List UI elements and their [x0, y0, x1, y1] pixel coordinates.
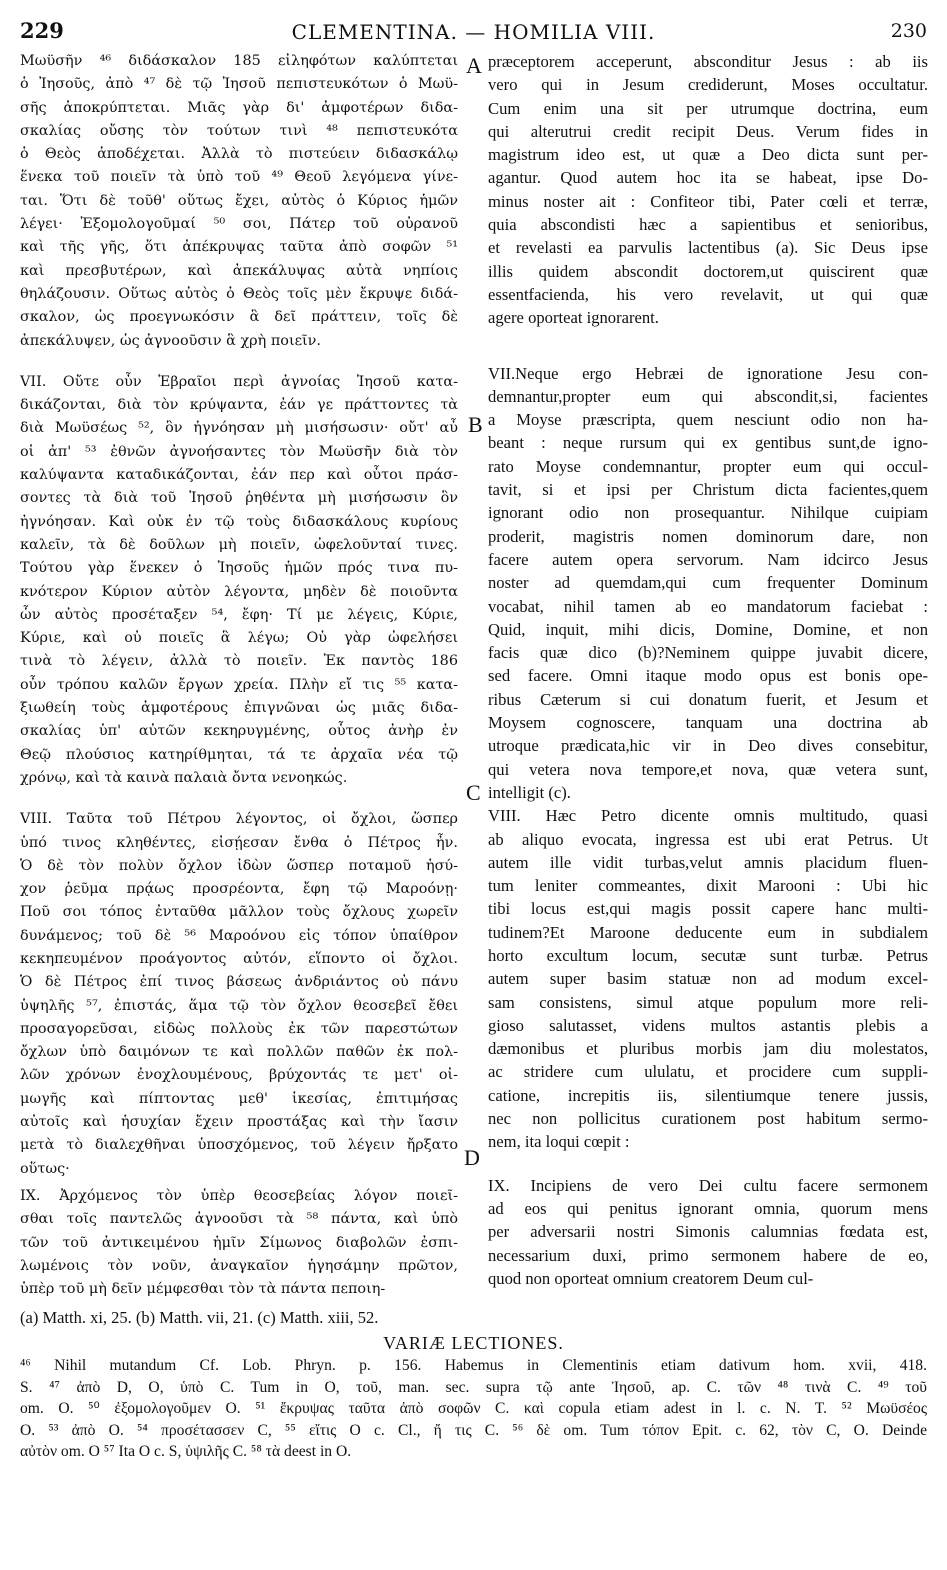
- text-line: Moysem cognoscere, tanquam una doctrina ab: [488, 713, 928, 733]
- greek-paragraph-ix: [20, 1185, 458, 1301]
- text-line: δικάζονται, διὰ τὸν κρύψαντα, ἐάν γε πράττοντες τὰ: [20, 397, 458, 414]
- text-line: a Moyse præscripta, quem nesciunt odio non ha-: [488, 410, 928, 430]
- greek-column: [20, 50, 458, 1301]
- text-line: Ποῦ σοι τόπος ἐνταῦθα μᾶλλον τοὺς ὄχλους χωρεῖν: [20, 904, 458, 921]
- footnote-line: (a) Matth. xi, 25. (b) Matth. vii, 21. (c) Matth. xiii, 52.: [20, 1308, 379, 1327]
- text-line: om. O. ⁵⁰ ἐξομολογοῦμεν O. ⁵¹ ἔκρυψας ταῦτα ἀπὸ σοφῶν C. καὶ copula etiam adest in l. c. N. T. ⁵² Μωϋσέος: [20, 1400, 927, 1417]
- text-line: quod non oporteat omnium creatorem Deum cul-: [488, 1268, 814, 1288]
- text-line: ὑπὲρ τοῦ μὴ δεῖν μέμφεσθαι τὸν τὰ πάντα πεποιη-: [20, 1281, 386, 1298]
- greek-paragraph-1: [20, 50, 458, 353]
- text-line: ὁ Θεὸς ἀποδέχεται. Ἀλλὰ τὸ πιστεύειν διδασκάλῳ: [20, 146, 458, 163]
- text-line: IX. Ἀρχόμενος τὸν ὑπὲρ θεοσεβείας λόγον ποιεῖ-: [20, 1187, 458, 1204]
- text-line: minus noster ait : Confiteor tibi, Pater cœli et terræ,: [488, 191, 928, 211]
- text-line: Quid, inquit, mihi dicis, Domine, Domine, et non: [488, 619, 928, 639]
- text-line: tavit, si et ipsi per Christum dicta facientes,quem: [488, 480, 928, 500]
- text-line: autem ille vidit turbas,velut amnis placidum fluen-: [488, 852, 928, 872]
- text-line: χρόνῳ, καὶ τὰ καινὰ παλαιὰ ὄντα νενοηκώς.: [20, 769, 348, 786]
- margin-letter-d: D: [464, 1145, 480, 1170]
- text-line: nec non pollicitus curationem post habitum sermo-: [488, 1109, 928, 1129]
- text-line: ab aliquo evocata, ingressa est ubi erat Petrus. Ut: [488, 829, 928, 849]
- text-line: ὧν αὐτὸς προσέταξεν ⁵⁴, ἔφη· Τί με λέγεις, Κύριε,: [20, 606, 458, 623]
- text-line: ἀπεκάλυψεν, ὡς ἀγνοοῦσιν ἃ χρὴ ποιεῖν.: [20, 332, 322, 349]
- text-line: Τούτου γὰρ ἕνεκεν ὁ Ἰησοῦς ἡμῶν πρός τινα πυ-: [20, 560, 458, 577]
- text-line: horto excultum locum, secutæ sunt turbæ. Petrus: [488, 945, 928, 965]
- text-line: essentfacienda, his vero revelavit, ut qui quæ: [488, 284, 928, 304]
- text-line: καὶ πρεσβυτέρων, καὶ ἀπεκάλυψας αὐτὰ νηπίοις: [20, 262, 458, 279]
- text-line: θηλάζουσιν. Οὕτως αὐτὸς ὁ Θεὸς τοῖς μὲν ἔκρυψε διδά-: [20, 285, 458, 302]
- latin-column: [488, 50, 928, 1290]
- text-line: ξιωθείη τοὺς ἀμφοτέρους ἐπιγνῶναι ὡς μιᾶς διδα-: [20, 700, 458, 717]
- text-line: λωμένοις τὸν νοῦν, ἀναγκαῖον ἡγησάμην πρῶτον,: [20, 1257, 458, 1274]
- text-line: κνότερον Κύριον αὐτὸν λέγοντα, μηδὲν δὲ ποιοῦντα: [20, 583, 458, 600]
- text-line: αὐτοῖς καὶ ἡσυχίαν ἔχειν προστάξας καὶ τὴν ἴασιν: [20, 1114, 458, 1131]
- text-line: προσαγορεῦσαι, εἰδὼς πολλοὺς ἐκ τῶν παρεστώτων: [20, 1020, 458, 1037]
- text-line: tudinem?Et Maroone deducente eum in subdialem: [488, 922, 928, 942]
- text-line: agantur. Quod autem hoc ita se habeat, ipse Do-: [488, 168, 928, 188]
- text-line: καλύψαντα καταδικάζονται, ἐάν περ καὶ οὗτοι πράσ-: [20, 467, 458, 484]
- margin-letter-a: A: [466, 53, 482, 78]
- text-line: ὑψηλῆς ⁵⁷, ἐπιστάς, ἅμα τῷ τὸν ὄχλον θεοσεβεῖ ἔθει: [20, 997, 458, 1014]
- text-line: ribus Cæterum si cui donatum fuerit, et Jesum et: [488, 689, 928, 709]
- text-line: Ὁ δὲ τὸν πολὺν ὄχλον ἰδὼν ὥσπερ ποταμοῦ ἡσύ-: [20, 857, 458, 874]
- text-line: VIII. Ταῦτα τοῦ Πέτρου λέγοντος, οἱ ὄχλοι, ὥσπερ: [20, 811, 458, 828]
- text-line: Μωϋσῆν ⁴⁶ διδάσκαλον 185 εἰληφότων καλύπτεται: [20, 53, 458, 69]
- page-number-left: 229: [20, 18, 64, 43]
- text-line: Cum enim una sit per utrumque doctrina, eum: [488, 98, 928, 118]
- text-line: sam consistens, simul atque populum more reli-: [488, 992, 928, 1012]
- latin-paragraph-vii: [488, 362, 928, 805]
- variae-lectiones-title: VARIÆ LECTIONES.: [383, 1333, 564, 1353]
- page-header: [20, 18, 927, 48]
- text-line: σκαλίας ὑπ' αὐτῶν κεκηρυγμένης, οὗτος ἀνὴρ ἐν: [20, 723, 458, 740]
- text-line: ignorant odio non prosequantur. Nihilque cuipiam: [488, 503, 928, 523]
- text-line: IX. Incipiens de vero Dei cultu facere sermonem: [488, 1175, 928, 1195]
- text-line: tum leniter commeantes, dixit Marooni : Ubi hic: [488, 876, 928, 896]
- margin-letter-b: B: [468, 412, 483, 437]
- text-line: οἱ ἀπ' ⁵³ ἐθνῶν ἀγνοήσαντες τὸν Μωϋσῆν διὰ τὸν: [20, 443, 458, 460]
- text-line: qui vetera nova tempore,et nova, quæ vetera sunt,: [488, 759, 928, 779]
- text-line: intelligit (c).: [488, 782, 571, 802]
- text-line: μωγῆς καὶ πίπτοντας μεθ' ἱκεσίας, ἐπιτιμήσας: [20, 1090, 458, 1107]
- text-line: sed facere. Omni itaque modo opus est bonis ope-: [488, 666, 928, 686]
- text-line: VII.Neque ergo Hebræi de ignoratione Jesu con-: [488, 363, 928, 383]
- text-line: ὄχλων ὑπὸ δαιμόνων τε καὶ πολλῶν παθῶν ἐκ πολ-: [20, 1044, 458, 1061]
- text-line: demnantur,propter eum qui abscondit,si, facientes: [488, 386, 928, 406]
- text-line: σθαι τοῖς παντελῶς ἀγνοοῦσι τὰ ⁵⁸ πάντα, καὶ ὑπὸ: [20, 1211, 458, 1228]
- footnotes: [20, 1308, 927, 1328]
- text-line: vocabat, nihil tamen ab eo mandatorum faciebat :: [488, 596, 928, 616]
- text-line: facere autem opera servorum. Nam idcirco Jesus: [488, 549, 928, 569]
- margin-letter-c: C: [466, 780, 481, 805]
- text-line: ἠγνόησαν. Καὶ οὐκ ἐν τῷ τοὺς διδασκάλους κυρίους: [20, 513, 458, 530]
- text-line: ὁ Ἰησοῦς, ἀπὸ ⁴⁷ δὲ τῷ Ἰησοῦ πεπιστευκότων ὁ Μωϋ-: [20, 76, 458, 93]
- text-line: noster ad quemdam,qui cum frequenter Dominum: [488, 573, 928, 593]
- text-line: ac stridere cum ululatu, et procidere cum suppli-: [488, 1062, 928, 1082]
- text-line: ⁴⁶ Nihil mutandum Cf. Lob. Phryn. p. 156. Habemus in Clementinis etiam dativum hom. xvii, 418.: [20, 1357, 927, 1374]
- text-line: qui alterutrui credit recipit Deus. Verum fides in: [488, 121, 928, 141]
- text-line: σῆς ἀποκρύπτεται. Μιᾶς γὰρ δι' ἀμφοτέρων διδα-: [20, 99, 458, 116]
- text-line: rato Moyse condemnantur, propter eum qui occul-: [488, 456, 928, 476]
- text-line: facis quæ dico (b)?Neminem quippe juvabit dicere,: [488, 643, 928, 663]
- text-line: beant : neque rursum qui ex gentibus sunt,de igno-: [488, 433, 928, 453]
- text-line: λῶν χρόνων ἐνοχλουμένους, βρύχοντάς τε μετ' οἰ-: [20, 1067, 458, 1084]
- text-line: σκαλον, ὡς προεγνωκόσιν ἃ δεῖ πράττειν, τοῖς δὲ: [20, 309, 458, 326]
- greek-paragraph-viii: [20, 808, 458, 1181]
- text-line: præceptorem acceperunt, absconditur Jesus : ab iis: [488, 52, 928, 71]
- text-line: agere oporteat ignorarent.: [488, 308, 659, 328]
- text-line: τινὰ τὸ λέγειν, ἀλλὰ τὸ ποιεῖν. Ἐκ παντὸς 186: [20, 653, 458, 670]
- text-line: S. ⁴⁷ ἀπὸ D, O, ὑπὸ C. Tum in O, τοῦ, man. sec. supra τῷ ante Ἰησοῦ, ap. C. τῶν ⁴⁸ τινὰ C. ⁴⁹ τοῦ: [20, 1378, 927, 1396]
- text-line: οὖν τρόπου καλῶν ἔργων χρεία. Πλὴν εἴ τις ⁵⁵ κατα-: [20, 676, 458, 693]
- greek-paragraph-vii: [20, 371, 458, 790]
- text-line: δυνάμενος; τοῦ δὲ ⁵⁶ Μαροόνου εἰς τόπον ὑπαίθρον: [20, 927, 458, 944]
- text-line: αὐτὸν om. O ⁵⁷ Ita O c. S, ὑψιλῆς C. ⁵⁸ τὰ deest in O.: [20, 1443, 352, 1460]
- text-line: Ὁ δὲ Πέτρος ἐπί τινος βάσεως ἀνδριάντος οὐ πάνυ: [20, 974, 458, 991]
- text-line: vero qui in Jesum crediderunt, Moses occultatur.: [488, 75, 928, 95]
- latin-paragraph-ix: [488, 1174, 928, 1290]
- text-line: gioso salutasset, videns multos astantis plebis a: [488, 1015, 928, 1035]
- text-line: τῶν τοῦ ἀντικειμένου ἡμῖν Σίμωνος διαβολῶν ἐσπι-: [20, 1234, 458, 1251]
- text-line: ται. Ὅτι δὲ τοῦθ' οὕτως ἔχει, αὐτὸς ὁ Κύριος ἡμῶν: [20, 192, 458, 209]
- text-line: utroque prædicata,hic vir in Deo dives consebitur,: [488, 736, 928, 756]
- text-line: magistrum ideo est, ut quæ a Deo dicta sunt per-: [488, 145, 928, 165]
- text-line: quia abscondisti hæc a sapientibus et senioribus,: [488, 215, 928, 235]
- text-line: et revelasti ea parvulis lactentibus (a). Sic Deus ipse: [488, 238, 928, 258]
- running-title: CLEMENTINA. — HOMILIA VIII.: [291, 20, 656, 44]
- text-line: per adversarii nostri Simonis calumnias fœdata est,: [488, 1222, 928, 1242]
- text-line: Θεῷ πλούσιος κατηρίθμηται, τά τε ἀρχαῖα νέα τῷ: [20, 746, 458, 763]
- text-line: κεκηπευμένον προάγοντος αὐτόν, εἵποντο οἱ ὄχλοι.: [20, 950, 458, 967]
- variae-lectiones: [20, 1355, 927, 1463]
- text-line: σκαλίας οὔσης τὸν τούτων τινὶ ⁴⁸ πεπιστευκότα: [20, 122, 458, 139]
- text-line: nem, ita loqui cœpit :: [488, 1132, 630, 1152]
- latin-paragraph-1: [488, 50, 928, 330]
- text-line: Κύριε, καὶ οὐ ποιεῖς ἃ λέγω; Οὐ γὰρ ὠφελήσει: [20, 630, 458, 647]
- text-line: tibi locus est,qui magis possit capere hanc multi-: [488, 899, 928, 919]
- text-line: διὰ Μωϋσέως ⁵², ὃν ἠγνόησαν μὴ μισήσωσιν· οὔτ' αὖ: [20, 420, 458, 437]
- text-line: ἕνεκα τοῦ ποιεῖν τὰ ὑπὸ τοῦ ⁴⁹ Θεοῦ λεγόμενα γίνε-: [20, 169, 458, 186]
- text-line: VIII. Hæc Petro dicente omnis multitudo, quasi: [488, 806, 928, 826]
- text-line: VII. Οὔτε οὖν Ἑβραῖοι περὶ ἀγνοίας Ἰησοῦ κατα-: [20, 373, 458, 390]
- text-line: autem super basim statuæ non ad modum excel-: [488, 969, 928, 989]
- text-line: necessarium duxi, primo sermonem habere de eo,: [488, 1245, 928, 1265]
- text-line: οὕτως·: [20, 1160, 70, 1177]
- text-line: proderit, magistris nomen dominorum dare, non: [488, 526, 928, 546]
- text-line: illis quidem abscondit doctorem,ut quiscirent quæ: [488, 261, 928, 281]
- text-line: O. ⁵³ ἀπὸ O. ⁵⁴ προσέτασσεν C, ⁵⁵ εἴτις O c. Cl., ἤ τις C. ⁵⁶ δὲ om. Tum τόπον Epit. c. 62, τὸν C, O. Deinde: [20, 1421, 927, 1439]
- text-line: καὶ τῆς γῆς, ὅτι ἀπέκρυψας ταῦτα ἀπὸ σοφῶν ⁵¹: [20, 239, 458, 256]
- text-line: λέγει· Ἐξομολογοῦμαί ⁵⁰ σοι, Πάτερ τοῦ οὐρανοῦ: [20, 216, 458, 233]
- text-line: καλεῖν, τὰ δὲ δοῦλων μὴ ποιεῖν, ὠφελοῦνταί τινες.: [20, 536, 458, 553]
- text-line: dæmonibus et pluribus morbis jam diu molestatos,: [488, 1039, 928, 1059]
- text-line: μετὰ τὸ διαλεχθῆναι ὑποσχόμενος, τοῦ λέγειν ἤρξατο: [20, 1137, 458, 1154]
- latin-paragraph-viii: [488, 804, 928, 1153]
- text-line: ὑπό τινος κληθέντες, εἰσῄεσαν ἔνθα ὁ Πέτρος ἦν.: [20, 834, 458, 851]
- text-line: σοντες τὰ διὰ τοῦ Ἰησοῦ ῥηθέντα μὴ μισήσωσιν ὃν: [20, 490, 458, 507]
- page-number-right: 230: [890, 20, 927, 42]
- text-line: χον ῥεῦμα πρᾴως προσρέοντα, ἔφη τῷ Μαροόνῃ·: [20, 881, 458, 898]
- text-line: ad eos qui penitus ignorant omnia, quorum mens: [488, 1198, 928, 1218]
- text-line: catione, increpitis iis, silentiumque tenere jussis,: [488, 1085, 928, 1105]
